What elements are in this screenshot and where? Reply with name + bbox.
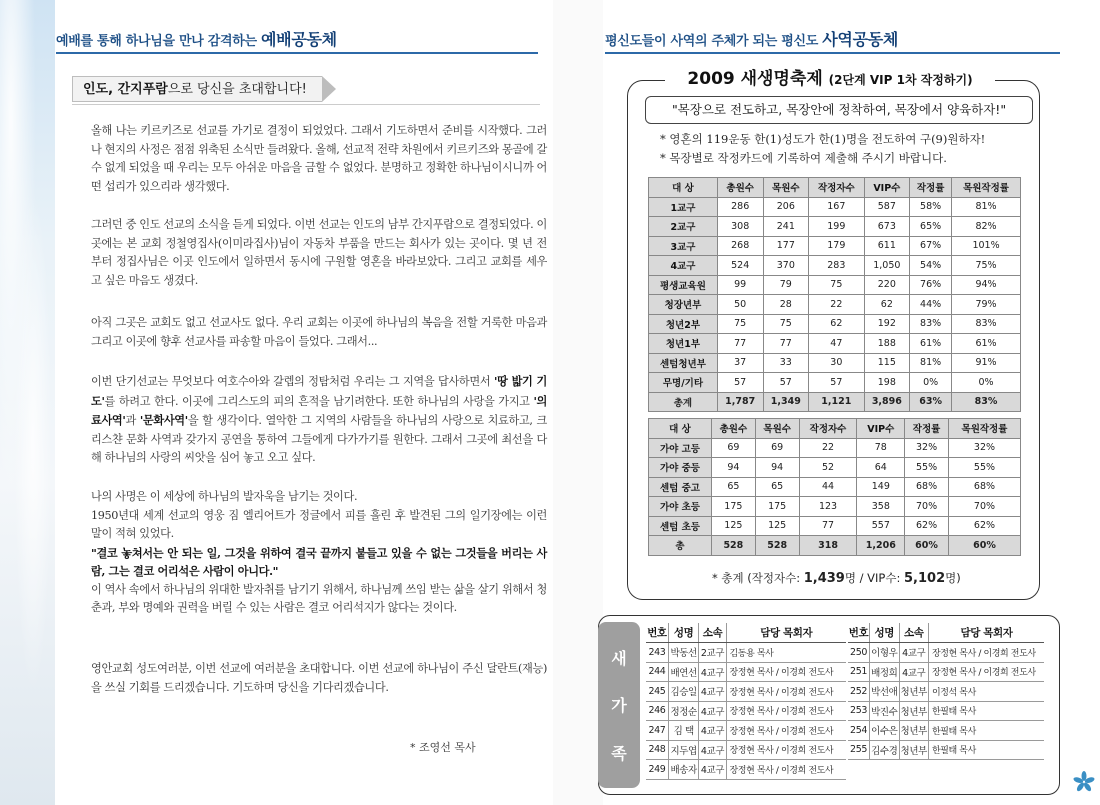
flower-ornament-icon	[1072, 770, 1096, 794]
family-cell: 251	[848, 662, 870, 682]
family-row	[646, 760, 846, 780]
family-cell: 배송자	[668, 760, 699, 780]
table-cell: 587	[864, 197, 910, 217]
family-cell: 청년부	[899, 740, 928, 760]
family-cell: 이정석 목사	[928, 682, 1044, 702]
table-cell: 199	[809, 217, 864, 237]
paragraph-2-text: 그러던 중 인도 선교의 소식을 듣게 되었다. 이번 선교는 인도의 남부 간지푸람으로 결정되었다. 이곳에는 본 교회 정철영집사(이미라집사)님이 자동차 부품을 만드는 회사가 있는 곳이다. 몇 년 전부터 정집사님은 이곳 인도에서 일하면서 동시에 구원할 영혼을 바라보았다. 그리고 교회를 세우고 싶은 마음도 생겼다.	[91, 218, 547, 287]
family-cell: 한필태 목사	[928, 740, 1044, 760]
table-header-cell: 대 상	[649, 178, 718, 198]
table-cell: 55%	[948, 458, 1020, 478]
new-family-table-left	[646, 623, 846, 780]
table-cell: 64	[857, 458, 905, 478]
table-cell: 123	[799, 497, 857, 517]
row-label-cell: 평생교육원	[649, 275, 718, 295]
table-row	[649, 477, 1021, 497]
total-cell: 총	[649, 536, 712, 556]
table-cell: 149	[857, 477, 905, 497]
table-cell: 241	[763, 217, 809, 237]
p4-b: '땅 밟기 기도'	[91, 374, 547, 408]
table-header-cell: 목원수	[755, 419, 799, 439]
table-cell: 65	[711, 477, 755, 497]
table-cell: 167	[809, 197, 864, 217]
table-cell: 79	[763, 275, 809, 295]
family-cell: 4교구	[899, 662, 928, 682]
table-cell: 61%	[952, 334, 1021, 354]
left-decorative-sky	[0, 0, 55, 805]
table-cell: 67%	[910, 236, 952, 256]
family-cell: 245	[646, 682, 668, 702]
row-label-cell: 4교구	[649, 256, 718, 276]
table-cell: 0%	[952, 373, 1021, 393]
p5-quote: "결코 놓쳐서는 안 되는 일, 그것을 위하여 결국 끝까지 붙들고 있을 수 없는 그것들을 버리는 사람, 그는 결코 어리석은 사람이 아니다."	[91, 545, 547, 578]
family-cell: 254	[848, 721, 870, 741]
table-cell: 69	[755, 438, 799, 458]
family-cell: 4교구	[699, 682, 726, 702]
table-cell: 65%	[910, 217, 952, 237]
family-cell: 247	[646, 721, 668, 741]
table-cell: 358	[857, 497, 905, 517]
family-cell: 장정현 목사 / 이경희 전도사	[726, 682, 846, 702]
table-row	[649, 353, 1021, 373]
family-cell: 243	[646, 643, 668, 663]
p5-a: 나의 사명은 이 세상에 하나님의 발자욱을 남기는 것이다.	[91, 490, 358, 503]
table-cell: 54%	[910, 256, 952, 276]
table-cell: 75	[809, 275, 864, 295]
table-row	[649, 217, 1021, 237]
table-cell: 611	[864, 236, 910, 256]
table-row	[649, 458, 1021, 478]
p4-f: '문화사역'	[139, 413, 188, 427]
table-cell: 32%	[948, 438, 1020, 458]
p4-g: 을 할 생각이다. 열악한 그 지역의 사람들을 하나님의 사랑으로 치료하고, 크리스챤 문화 사역과 갖가지 공연을 통하여 그들에게 다가가기를 원한다. 그래서 그곳에 최선을 다해 하나님의 사랑의 씨앗을 심어 놓고 오고 싶다.	[91, 414, 547, 464]
total-e: 명)	[945, 571, 961, 585]
table-cell: 28	[763, 295, 809, 315]
left-page-header	[56, 27, 337, 51]
table-cell: 50	[717, 295, 763, 315]
family-cell: 장정현 목사 / 이경희 전도사	[726, 721, 846, 741]
paragraph-2	[75, 216, 547, 290]
table-cell: 30	[809, 353, 864, 373]
family-label-char: 가	[611, 696, 627, 716]
family-header-cell: 소속	[899, 623, 928, 643]
family-row	[848, 721, 1044, 741]
right-header-emphasis: 사역공동체	[822, 30, 899, 49]
family-cell: 252	[848, 682, 870, 702]
festival-title-sub: (2단계 VIP 1차 작정하기)	[828, 73, 973, 87]
table-cell: 524	[717, 256, 763, 276]
note-2: * 목장별로 작정카드에 기록하여 제출해 주시기 바랍니다.	[660, 151, 947, 165]
table-header-cell: 작정자수	[799, 419, 857, 439]
table-cell: 557	[857, 516, 905, 536]
table-row	[649, 256, 1021, 276]
paragraph-3-text: 아직 그곳은 교회도 없고 선교사도 없다. 우리 교회는 이곳에 하나님의 복음을 전할 거룩한 마음과 그리고 이곳에 향후 선교사를 파송할 마음이 들었다. 그래서...	[91, 316, 547, 348]
family-cell: 박동선	[668, 643, 699, 663]
family-row	[646, 662, 846, 682]
family-label-char: 새	[611, 649, 627, 669]
intro-title-rest: 으로 당신을 초대합니다!	[167, 82, 307, 97]
table-cell: 192	[864, 314, 910, 334]
family-row	[848, 740, 1044, 760]
table-cell: 94	[711, 458, 755, 478]
family-cell: 4교구	[899, 643, 928, 663]
total-pledgers: 1,439	[803, 571, 845, 586]
family-cell: 이형우	[870, 643, 899, 663]
row-label-cell: 가야 초등	[649, 497, 712, 517]
family-cell: 한필태 목사	[928, 721, 1044, 741]
table-cell: 125	[755, 516, 799, 536]
family-cell: 이수은	[870, 721, 899, 741]
row-label-cell: 가야 중등	[649, 458, 712, 478]
family-cell: 김수경	[870, 740, 899, 760]
table-row	[649, 275, 1021, 295]
table-cell: 22	[809, 295, 864, 315]
table-cell: 188	[864, 334, 910, 354]
family-header-cell: 성명	[870, 623, 899, 643]
table-cell: 65	[755, 477, 799, 497]
table-cell: 77	[763, 334, 809, 354]
family-header-cell: 담당 목회자	[928, 623, 1044, 643]
total-cell: 1,121	[809, 392, 864, 412]
total-cell: 63%	[910, 392, 952, 412]
family-cell: 김동용 목사	[726, 643, 846, 663]
family-cell: 김 택	[668, 721, 699, 741]
total-cell: 60%	[948, 536, 1020, 556]
table-header-row	[649, 419, 1021, 439]
family-cell: 장정현 목사 / 이경희 전도사	[928, 662, 1044, 682]
table-header-cell: VIP수	[864, 178, 910, 198]
paragraph-6	[75, 660, 547, 697]
p5-d: 이 역사 속에서 하나님의 위대한 발자취를 남기기 위해서, 하나님께 쓰임 받는 삶을 살기 위해서 청춘과, 부와 명예와 권력을 버릴 수 있는 사람은 결코 어리석지가 않다는 것이다.	[91, 582, 547, 614]
total-cell: 총계	[649, 392, 718, 412]
row-label-cell: 청년1부	[649, 334, 718, 354]
row-label-cell: 3교구	[649, 236, 718, 256]
family-cell: 배정희	[870, 662, 899, 682]
table-cell: 94	[755, 458, 799, 478]
left-header-text: 예배를 통해 하나님을 만나 감격하는	[56, 34, 257, 49]
family-cell: 김승일	[668, 682, 699, 702]
table-cell: 44%	[910, 295, 952, 315]
table-row	[649, 314, 1021, 334]
paragraph-6-text: 영안교회 성도여러분, 이번 선교에 여러분을 초대합니다. 이번 선교에 하나님이 주신 달란트(재능)을 쓰실 기회를 드리겠습니다. 기도하며 당신을 기다리겠습니다.	[91, 662, 547, 694]
table-header-cell: 대 상	[649, 419, 712, 439]
paragraph-3	[75, 314, 547, 351]
paragraph-4	[75, 372, 547, 468]
table-cell: 179	[809, 236, 864, 256]
table-cell: 81%	[910, 353, 952, 373]
family-cell: 장정현 목사 / 이경희 전도사	[726, 701, 846, 721]
table-cell: 57	[717, 373, 763, 393]
p4-a: 이번 단기선교는 무엇보다 여호수아와 갈렙의 정탐처럼 우리는 그 지역을 답사하면서	[91, 375, 491, 388]
family-cell: 2교구	[699, 643, 726, 663]
table-cell: 206	[763, 197, 809, 217]
table-cell: 82%	[952, 217, 1021, 237]
table-cell: 370	[763, 256, 809, 276]
family-cell: 장정현 목사 / 이경희 전도사	[726, 760, 846, 780]
table-cell: 125	[711, 516, 755, 536]
table-cell: 177	[763, 236, 809, 256]
row-label-cell: 청장년부	[649, 295, 718, 315]
table-cell: 44	[799, 477, 857, 497]
left-header-emphasis: 예배공동체	[261, 30, 337, 49]
table-header-cell: 총원수	[711, 419, 755, 439]
table-cell: 83%	[952, 314, 1021, 334]
row-label-cell: 청년2부	[649, 314, 718, 334]
family-cell: 4교구	[699, 760, 726, 780]
family-cell: 장정현 목사 / 이경희 전도사	[726, 662, 846, 682]
total-cell: 3,896	[864, 392, 910, 412]
table-header-row	[649, 178, 1021, 198]
family-header-cell: 번호	[646, 623, 668, 643]
table-cell: 83%	[910, 314, 952, 334]
table-cell: 33	[763, 353, 809, 373]
table-row	[649, 438, 1021, 458]
family-cell: 248	[646, 740, 668, 760]
table-row	[649, 497, 1021, 517]
table-cell: 78	[857, 438, 905, 458]
family-cell: 4교구	[699, 740, 726, 760]
p4-d: '의료사역'	[91, 393, 547, 427]
note-1: * 영혼의 119운동 한(1)성도가 한(1)명을 전도하여 구(9)원하자!	[660, 132, 986, 146]
table-header-cell: 작정률	[905, 419, 949, 439]
family-cell: 배연선	[668, 662, 699, 682]
family-cell: 정정순	[668, 701, 699, 721]
right-header-rule	[605, 52, 1060, 54]
new-family-label	[598, 622, 640, 788]
table-cell: 62%	[905, 516, 949, 536]
table-cell: 673	[864, 217, 910, 237]
right-header-text: 평신도들이 사역의 주체가 되는 평신도	[605, 34, 819, 49]
family-row	[848, 643, 1044, 663]
family-cell: 249	[646, 760, 668, 780]
family-cell: 246	[646, 701, 668, 721]
total-cell: 60%	[905, 536, 949, 556]
family-header-cell: 담당 목회자	[726, 623, 846, 643]
total-cell: 1,787	[717, 392, 763, 412]
family-header-row	[646, 623, 846, 643]
table-row	[649, 516, 1021, 536]
family-cell: 박선애	[870, 682, 899, 702]
intro-divider	[72, 104, 540, 105]
family-row	[848, 682, 1044, 702]
table-cell: 75%	[952, 256, 1021, 276]
total-vip: 5,102	[904, 571, 946, 586]
table-cell: 57	[763, 373, 809, 393]
left-header-rule	[56, 52, 538, 54]
total-cell: 528	[755, 536, 799, 556]
family-row	[848, 701, 1044, 721]
family-cell: 4교구	[699, 662, 726, 682]
family-cell: 장정현 목사 / 이경희 전도사	[928, 643, 1044, 663]
table-cell: 32%	[905, 438, 949, 458]
family-header-row	[848, 623, 1044, 643]
table-header-cell: 목원수	[763, 178, 809, 198]
table-cell: 115	[864, 353, 910, 373]
table-cell: 58%	[910, 197, 952, 217]
family-cell: 250	[848, 643, 870, 663]
family-cell: 한필태 목사	[928, 701, 1044, 721]
row-label-cell: 1교구	[649, 197, 718, 217]
p4-c: 를 하려고 한다. 이곳에 그리스도의 피의 흔적을 남기려한다. 또한 하나님의 사랑을 가지고	[104, 394, 530, 408]
table-cell: 76%	[910, 275, 952, 295]
row-label-cell: 무명/기타	[649, 373, 718, 393]
p4-e: 과	[125, 414, 136, 427]
table-cell: 101%	[952, 236, 1021, 256]
festival-title	[665, 64, 995, 89]
family-row	[848, 662, 1044, 682]
table-cell: 175	[711, 497, 755, 517]
paragraph-5	[75, 488, 547, 618]
family-cell: 4교구	[699, 721, 726, 741]
table-cell: 1,050	[864, 256, 910, 276]
total-cell: 528	[711, 536, 755, 556]
total-cell: 318	[799, 536, 857, 556]
total-cell: 1,206	[857, 536, 905, 556]
p5-b: 1950년대 세계 선교의 영웅 짐 엘리어트가 정글에서 피를 흘린 후 발견된 그의 일기장에는 이런 말이 적혀 있었다.	[91, 508, 547, 540]
family-cell: 255	[848, 740, 870, 760]
table-total-row	[649, 392, 1021, 412]
table-cell: 268	[717, 236, 763, 256]
table-cell: 198	[864, 373, 910, 393]
vip-table-youth	[648, 418, 1021, 556]
intro-title-bold: 인도, 간지푸람	[83, 82, 168, 97]
table-cell: 75	[717, 314, 763, 334]
table-row	[649, 197, 1021, 217]
slogan-box: "목장으로 전도하고, 목장안에 정착하여, 목장에서 양육하자!"	[645, 96, 1033, 124]
family-cell: 박진수	[870, 701, 899, 721]
festival-notes	[660, 130, 1040, 168]
paragraph-1	[75, 122, 547, 196]
total-cell: 83%	[952, 392, 1021, 412]
total-cell: 1,349	[763, 392, 809, 412]
table-cell: 81%	[952, 197, 1021, 217]
table-cell: 68%	[948, 477, 1020, 497]
family-row	[646, 643, 846, 663]
table-cell: 47	[809, 334, 864, 354]
family-header-cell: 성명	[668, 623, 699, 643]
festival-title-main: 2009 새생명축제	[687, 69, 823, 89]
family-label-char: 족	[611, 743, 627, 763]
row-label-cell: 센텀 초등	[649, 516, 712, 536]
table-row	[649, 373, 1021, 393]
table-cell: 62	[864, 295, 910, 315]
new-family-table-right	[848, 623, 1044, 760]
table-cell: 62	[809, 314, 864, 334]
table-cell: 77	[799, 516, 857, 536]
table-cell: 286	[717, 197, 763, 217]
table-cell: 70%	[905, 497, 949, 517]
table-cell: 99	[717, 275, 763, 295]
family-cell: 4교구	[699, 701, 726, 721]
table-cell: 220	[864, 275, 910, 295]
table-cell: 22	[799, 438, 857, 458]
table-header-cell: VIP수	[857, 419, 905, 439]
family-header-cell: 번호	[848, 623, 870, 643]
row-label-cell: 가야 고등	[649, 438, 712, 458]
table-header-cell: 목원작정률	[948, 419, 1020, 439]
family-cell: 253	[848, 701, 870, 721]
table-cell: 77	[717, 334, 763, 354]
family-cell: 장정현 목사 / 이경희 전도사	[726, 740, 846, 760]
table-row	[649, 334, 1021, 354]
table-total-row	[649, 536, 1021, 556]
table-cell: 0%	[910, 373, 952, 393]
table-cell: 94%	[952, 275, 1021, 295]
family-row	[646, 740, 846, 760]
table-cell: 61%	[910, 334, 952, 354]
table-row	[649, 236, 1021, 256]
family-cell: 청년부	[899, 701, 928, 721]
total-c: 명 / VIP수:	[844, 571, 901, 585]
table-cell: 52	[799, 458, 857, 478]
table-cell: 79%	[952, 295, 1021, 315]
table-row	[649, 295, 1021, 315]
family-cell: 청년부	[899, 682, 928, 702]
family-row	[646, 721, 846, 741]
row-label-cell: 2교구	[649, 217, 718, 237]
family-header-cell: 소속	[699, 623, 726, 643]
family-row	[646, 682, 846, 702]
table-cell: 283	[809, 256, 864, 276]
table-cell: 175	[755, 497, 799, 517]
total-a: * 총계 (작정자수:	[712, 571, 801, 585]
family-cell: 청년부	[899, 721, 928, 741]
right-page-header	[605, 27, 898, 51]
table-cell: 70%	[948, 497, 1020, 517]
table-cell: 37	[717, 353, 763, 373]
table-header-cell: 작정률	[910, 178, 952, 198]
table-cell: 68%	[905, 477, 949, 497]
signature: * 조영선 목사	[410, 741, 476, 754]
table-header-cell: 목원작정률	[952, 178, 1021, 198]
table-cell: 69	[711, 438, 755, 458]
family-cell: 지두엽	[668, 740, 699, 760]
table-header-cell: 작정자수	[809, 178, 864, 198]
intro-title-box	[72, 76, 322, 102]
paragraph-1-text: 올해 나는 키르키즈로 선교를 가기로 결정이 되었었다. 그래서 기도하면서 준비를 시작했다. 그러나 현지의 사정은 점점 위축된 소식만 들려왔다. 올해, 선교적 전략 차원에서 키르키즈와 몽골에 갈 수 없게 되었을 때 우리는 모두 아쉬운 마음을 금할 수 없었다. 분명하고 정확한 하나님이시니까 어떤 섭리가 있으리라 생각했다.	[91, 124, 547, 193]
row-label-cell: 센텀 중고	[649, 477, 712, 497]
page-spine	[553, 0, 603, 805]
table-cell: 57	[809, 373, 864, 393]
table-cell: 308	[717, 217, 763, 237]
row-label-cell: 센텀청년부	[649, 353, 718, 373]
table-cell: 62%	[948, 516, 1020, 536]
table-cell: 75	[763, 314, 809, 334]
table-cell: 55%	[905, 458, 949, 478]
family-cell: 244	[646, 662, 668, 682]
table-cell: 91%	[952, 353, 1021, 373]
table-header-cell: 총원수	[717, 178, 763, 198]
family-row	[646, 701, 846, 721]
vip-table-main	[648, 177, 1021, 412]
total-summary	[712, 570, 961, 586]
